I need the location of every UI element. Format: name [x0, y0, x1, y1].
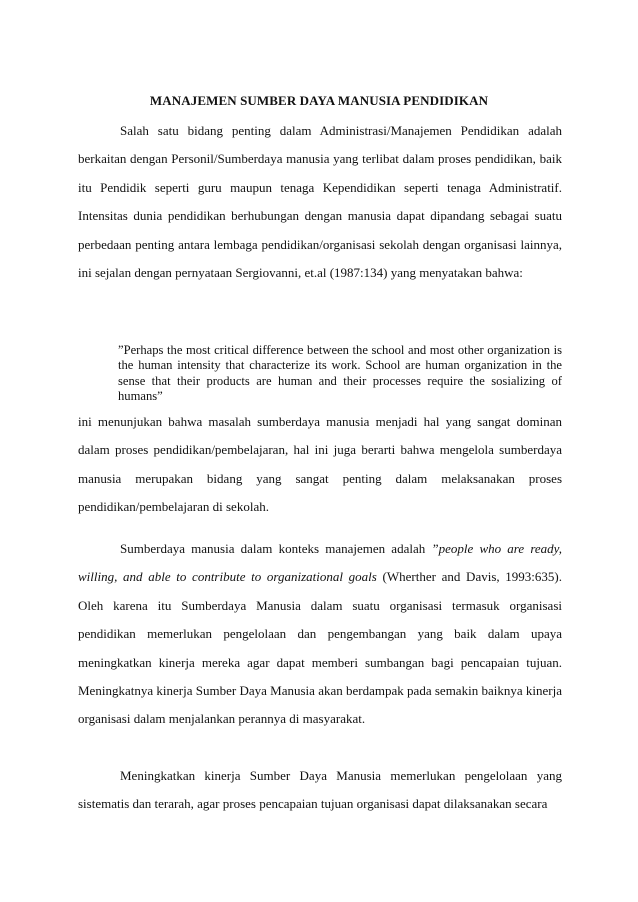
block-quote: ”Perhaps the most critical difference between the school and most other organization is the human intensity that characterize its work. School are human organization in the sense that their products are human and their processes require the sosializing of humans” [118, 343, 562, 404]
paragraph-dominance: ini menunjukan bahwa masalah sumberdaya manusia menjadi hal yang sangat dominan dalam proses pendidikan/pembelajaran, hal ini juga berarti bahwa mengelola sumberdaya manusia merupakan bidang yang sangat penting dalam melaksanakan proses pendidikan/pembelajaran di sekolah. [78, 414, 562, 515]
paragraph-hr-context [78, 535, 562, 734]
document-title: MANAJEMEN SUMBER DAYA MANUSIA PENDIDIKAN [149, 93, 489, 108]
paragraph-hr-context-rest: (Wherther and Davis, 1993:635). Oleh karena itu Sumberdaya Manusia dalam suatu organisasi termasuk organisasi pendidikan memerlukan pengelolaan dan pengembangan yang baik dalam upaya meningkatkan kinerja mereka agar dapat memberi sumbangan bagi pencapaian tujuan. Meningkatnya kinerja Sumber Daya Manusia akan berdampak pada semakin baiknya kinerja organisasi dalam menjalankan perannya di masyarakat. [78, 569, 562, 727]
paragraph-intro: Salah satu bidang penting dalam Administrasi/Manajemen Pendidikan adalah berkaitan dengan Personil/Sumberdaya manusia yang terlibat dalam proses pendidikan, baik itu Pendidik seperti guru maupun tenaga Kependidikan seperti tenaga Administratif. Intensitas dunia pendidikan berhubungan dengan manusia dapat dipandang sebagai suatu perbedaan penting antara lembaga pendidikan/organisasi sekolah dengan organisasi lainnya, ini sejalan dengan pernyataan Sergiovanni, et.al (1987:134) yang menyatakan bahwa: [78, 123, 562, 281]
paragraph-performance: Meningkatkan kinerja Sumber Daya Manusia memerlukan pengelolaan yang sistematis dan terarah, agar proses pencapaian tujuan organisasi dapat dilaksanakan secara [78, 768, 562, 812]
paragraph-hr-context-lead: Sumberdaya manusia dalam konteks manajemen adalah [120, 541, 432, 556]
paragraph-hr-context-quote: ”people who are ready, willing, and able to contribute to organizational goals [78, 541, 562, 585]
